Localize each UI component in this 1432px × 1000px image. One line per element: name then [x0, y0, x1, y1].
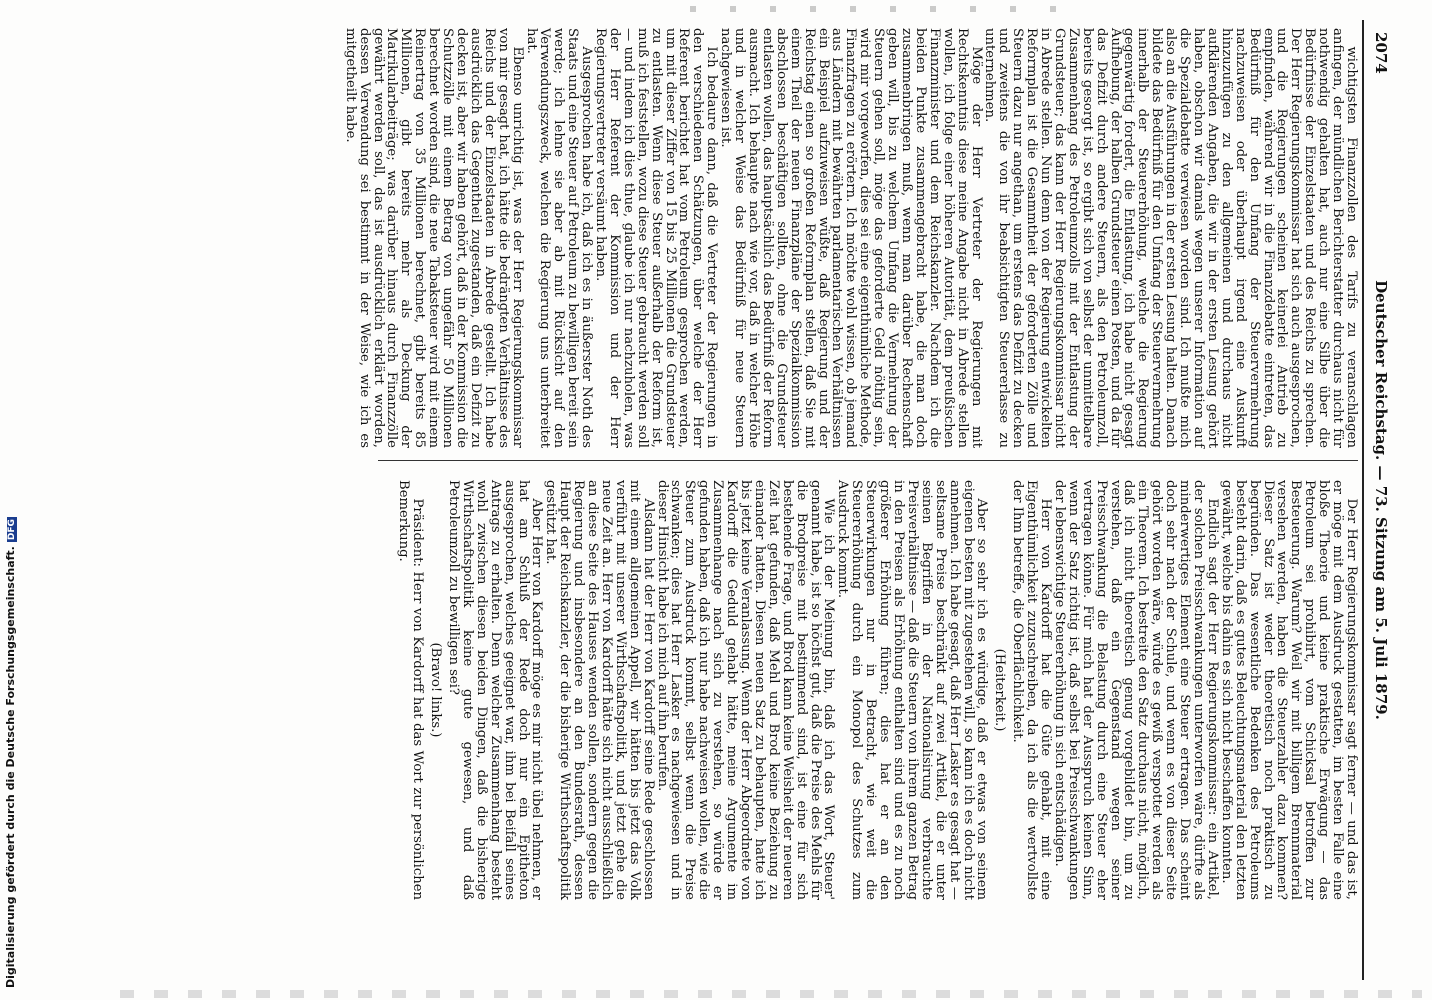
paragraph: Herr von Kardorff hat die Güte gehabt, mit eine Eigenthümlichkeit zuzuschreiben, da ich als die wertvollste der Ihm betreffe, die Oberflächlichkeit. — [1010, 480, 1054, 900]
paragraph: Ebenso unrichtig ist, was der Herr Regierungskommissar von mir gesagt hat, ich hätte die bedrängten Verhältnisse des Reichs und der Einzelstaaten in Abrede gestellt. Ich habe ausdrücklich das Gegentheil zugestanden, daß ein Defizit zu decken ist, aber wir haben gehört, daß in der Kommission die Schutzzölle mit einem Betrag von ungefähr 50 Millionen berechnet worden sind, die neue Tabaksteuer wird mit einem Reinertrag von 35 Millionen berechnet, gibt bereits 85 Millionen, gibt bereits mehr als Deckung der Matrikularbeiträge; was darüber hinaus durch Finanzzölle gewährt werden soll, das ist ausdrücklich erklärt worden, dessen Verwendung sei bestimmt in der Weise, wie ich es mitgetheilt habe. — [342, 28, 525, 448]
dfg-logo: DFG — [7, 519, 17, 541]
bleed-through-text — [120, 990, 1422, 998]
paragraph: Wie ich der Meinung bin, daß ich das Wort, Steuer' genannt habe, ist so höchst gut, daß die Preise des Mehls für die Brodpreise mit bestimmend sind, ist eine für sich bestehende Frage, und Brod kann keine Weisheit der neueren Zeit hat gefunden, daß Mehl und Brod keine Beziehung zu einander hatten. Diesen neuen Satz zu behaupten, hatte ich bis jetzt keine Veranlassung. Wenn der Herr Abgeordnete von Kardorff die Geduld gehabt hätte, meine Argumente im Zusammenhange nach sich zu verstehen, so würde er gefunden haben, daß ich nur habe nachweisen wollen, wie die Steuer zum Ausdruck kommt, selbst wenn die Preise schwanken; dies hat Herr Lasker es nachgewiesen und in dieser Hinsicht habe ich mich auf ihn berufen. — [654, 480, 837, 900]
paragraph: Aber so sehr ich es würdige, daß er etwas von seinem eigenen besten mit zugestehen will, so kann ich es doch nicht annehmen. Ich habe gesagt, daß Herr Lasker es gesagt hat — seltsame Preise beschränkt auf zwei Artikel, die er unter seinen Begriffen in der Nationalisirung verbrauchte Preisverhältnisse — daß die Steuern von ihrem ganzen Betrag in den Preisen als Erhöhung enthalten sind und es zu noch größerer Erhöhung führen; dies hat er an den Steuerwirkungen nur in Betracht, wie weit die Steuererhöhung durch ein Monopol des Schutzes zum Ausdruck kommt. — [835, 480, 990, 900]
scan-edge-marks — [690, 6, 1070, 12]
column-left — [343, 28, 1358, 448]
running-title: Deutscher Reichstag. — 73. Sitzung am 5. Juli 1879. — [1372, 280, 1390, 720]
page-number: 2074 — [1372, 32, 1390, 74]
paragraph: Endlich sagt der Herr Regierungskommissar: ein Artikel, der solchen Preisschwankungen unterworfen wäre, dürfte als minderwertiges Element eine Steuer ertragen. Das scheint doch sehr nach der Schule, und wenn es von dieser Seite gehört worden wäre, würde es gewiß verspottet werden als ein Theorem. Ich bestreite den Satz durchaus nicht, möglich, daß ich nicht theoretisch genug vorgebildet bin, um zu verstehen, daß ein Gegenstand wegen seiner Preisschwankung die Belastung durch eine Steuer eher vertragen könne. Für mich hat der Ausspruch keinen Sinn, wenn der Satz richtig ist, daß selbst bei Preisschwankungen der lebenswichtige Steuererhöhung in sich entschädigen. — [1051, 480, 1220, 900]
column-divider — [378, 460, 1358, 461]
stage-direction: (Bravo! links.) — [428, 642, 444, 738]
paragraph: wichtigsten Finanzzollen des Tarifs zu veranschlagen anfingen, der mündlichen Berichterstatter durchaus nicht für nothwendig gehalten hat, auch nur eine Silbe über die Bedürfnisse der Einzelstaaten und des Reichs zu sprechen. Der Herr Regierungskommissar hat sich auch ausgesprochen, und die Regierungen scheinen keinerlei Antrieb zu empfinden, während wir in die Finanzdebatte eintreten, das Bedürfniß für den Umfang der Steuervermehrung nachzuweisen oder überhaupt irgend eine Auskunft hinzuzufügen zu den allgemeinen und durchaus nicht aufklärenden Angaben, die wir in der ersten Lesung gehört haben, obschon wir damals wegen unserer Information auf die Spezialdebatte verwiesen worden sind. Ich mußte mich also an die Ausführungen in der ersten Lesung halten. Danach bildete das Bedürfniß für den Umfang der Steuervermehrung innerhalb der Steuererhöhung, welche die Regierung gegenwärtig fordert, die Entlastung, ich habe nicht gesagt Aufhebung, der halben Grundsteuer einen Posten, und da für das Defizit durch andere Steuern, als den Petroleumzoll, bereits gesorgt ist, so ergibt sich von selbst der unmittelbare Zusammenhang des Petroleumzolls mit der Entlastung der Grundsteuer; das kann der Herr Regierungskommissar nicht in Abrede stellen. Nun denn von der Regierung entwickelten Reformplan ist die Gesammtheit der geforderten Zölle und Steuern dazu nur angethan, um erstens das Defizit zu decken und zweitens die von ihr beabsichtigten Steuererlasse zu unternehmen. — [982, 28, 1359, 448]
paragraph: Aber Herr von Kardorff möge es mir nicht übel nehmen, er hat am Schluß der Rede doch nur ein Epitheton ausgesprochen, welches geeignet war, ihm bei Beifall seines Antrags zu erhalten. Denn welcher Zusammenhang besteht wohl zwischen diesen beiden Dingen, daß die bisherige Wirthschaftspolitik keine gute gewesen, und daß Petroleumzoll zu bewilligen sei? — [446, 480, 545, 900]
credit-text: Digitalisierung gefördert durch die Deutsche Forschungsgemeinschaft. — [4, 546, 17, 988]
rotated-newspaper-page — [102, 20, 1392, 980]
stage-direction: (Heiterkeit.) — [992, 648, 1008, 732]
paragraph: Alsdann hat der Herr von Kardorff seine Rede geschlossen mit einem allgemeinen Appell, wir hätten bis jetzt das Volk verführt mit unserer Wirthschaftspolitik, und jetzt gehe die neue Zeit an. Herr von Kardorff hätte sich nicht ausschließlich an diese Seite des Hauses wenden sollen, sondern gegen die Regierung und insbesondere an den Bundesrath, dessen Haupt der Reichskanzler, der die bisherige Wirthschaftspolitik gestützt hat. — [543, 480, 656, 900]
column-right — [396, 480, 1358, 900]
running-header — [1366, 20, 1392, 980]
paragraph: Der Herr Regierungskommissar sagt ferner — und das ist, er möge mit dem Ausdruck gestatten, im besten Falle eine bloße Theorie und keine praktische Erwägung — das Petroleum sei prohibirt, vom Schicksal betroffen zur Besteuerung. Warum? Weil wir mit billigem Brennmaterial versehen werden, haben die Steuerzahler dazu kommen? Dieser Satz ist weder theoretisch noch praktisch zu begründen. Das wesentliche Bedenken des Petroleums besteht darin, daß es gutes Beleuchtungsmaterial den letzten gewährt, welche bis dahin es sich nicht beschaffen konnten. — [1218, 480, 1359, 900]
paragraph: Ich bedaure dann, daß die Vertreter der Regierungen in den verschiedenen Schätzungen, über welche der Herr Referent berichtet hat vom Petroleum gesprochen werden, um mit dieser Ziffer von 15 bis 25 Millionen die Grundsteuer zu entlasten. Wenn diese Steuer außerhalb der Reform ist, muß ich feststellen, wozu diese Steuer gebraucht werden soll — und indem ich dies thue, glaube ich nur nachzuholen, was der Herr Referent der Kommission und der Herr Regierungsvertreter versäumt haben. — [593, 28, 720, 448]
paragraph: Ausgesprochen habe ich, daß ich es in äußerster Noth des Staats und eine Steuer auf Petroleum zu bewilligen bereit sein werde; ich lehne sie aber ab mit Rücksicht auf den Verwendungszweck, welchen die Regierung uns unterbreitet hat. — [523, 28, 595, 448]
paragraph: Möge der Herr Vertreter der Regierungen mit Rechtskenntnis diese meine Angabe nicht in Abrede stellen wollen, ich folge einer höheren Autorität, dem preußischen Finanzminister und dem Reichskanzler. Nachdem ich die beiden Punkte zusammengebracht habe, die man doch zusammenbringen muß, wenn man darüber Rechenschaft geben will, bis zu welchem Umfang die Vermehrung der Steuern gehen soll, möge das geforderte Geld nöthig sein, wird mir vorgeworfen, dies sei eine eigenthümliche Methode, Finanzfragen zu erörtern. Ich möchte wohl wissen, ob jemand aus Ländern mit bewährten parlamentarischen Verhältnissen ein Beispiel aufzuweisen wüßte, daß Regierung und der Reichstag einen so großen Reformplan stellen, daß Sie mit einem Theil der neuen Finanzpläne der Spezialkommission abschlossen beschäftigen sollten, ohne die Grundsteuer entlasten wollen, das hauptsächlich das Bedürfniß der Reform ausmacht. Ich behaupte nach wie vor, daß in welcher Höhe und in welcher Weise das Bedürfniß für neue Steuern nachgewiesen ist. — [718, 28, 984, 448]
header-rule — [1362, 20, 1364, 980]
digitization-credit — [4, 517, 17, 988]
paragraph: Präsident: Herr von Kardorff hat das Wort zur persönlichen Bemerkung. — [396, 480, 426, 900]
